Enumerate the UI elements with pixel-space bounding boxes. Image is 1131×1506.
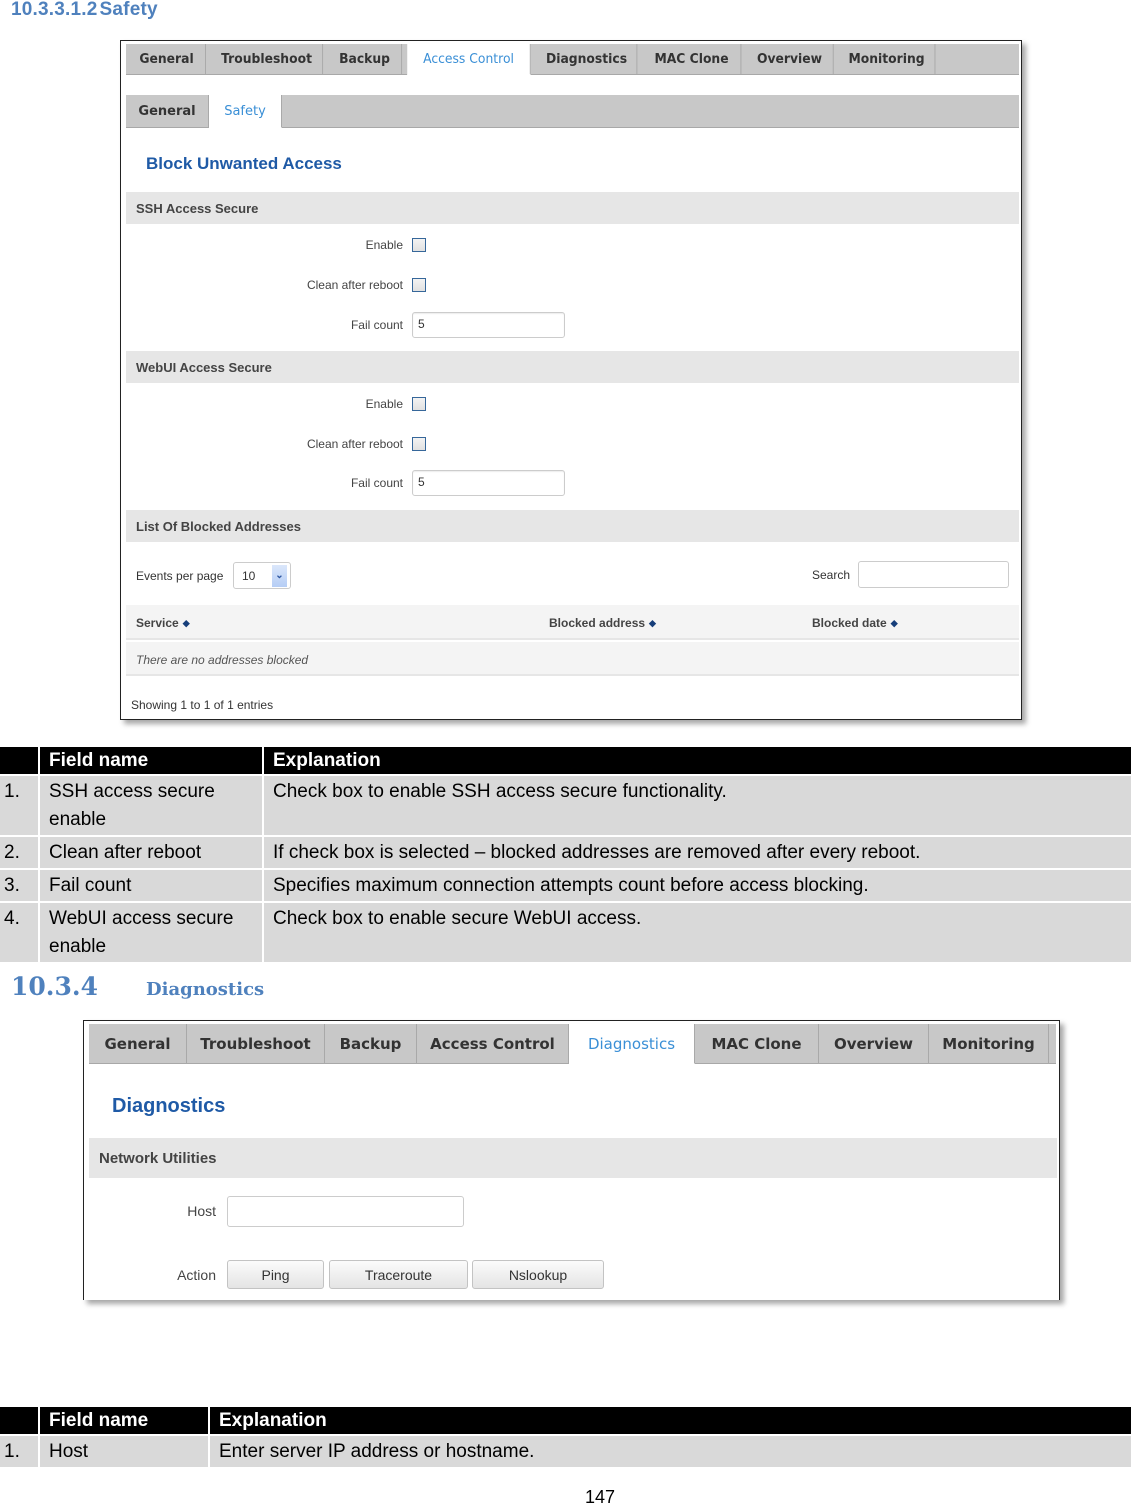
row-field: SSH access secure enable [40, 776, 262, 835]
section-title: Safety [99, 0, 158, 20]
header-explanation: Explanation [264, 747, 1131, 774]
ssh-clean-row [126, 272, 1016, 298]
blocked-table-header [126, 605, 1019, 640]
blocked-section-header: List Of Blocked Addresses [126, 510, 1019, 542]
row-number: 1. [0, 1436, 38, 1467]
section-heading-diagnostics [11, 972, 265, 1001]
empty-table-message: There are no addresses blocked [126, 642, 1019, 676]
ssh-enable-label: Enable [365, 238, 403, 252]
tab-access-control[interactable]: Access Control [407, 44, 531, 75]
tab-general[interactable]: General [89, 1024, 187, 1064]
webui-fail-row [126, 470, 1016, 496]
search-label: Search [812, 568, 851, 582]
table-row [0, 903, 1131, 962]
column-blocked-date[interactable]: Blocked date ◆ [812, 616, 898, 630]
tab-general[interactable]: General [128, 44, 206, 75]
header-number [0, 1407, 38, 1434]
host-label: Host [187, 1203, 216, 1219]
ssh-fail-row [126, 312, 1016, 338]
row-explanation: If check box is selected – blocked addresses are removed after every reboot. [264, 837, 1131, 868]
row-explanation: Specifies maximum connection attempts count before access blocking. [264, 870, 1131, 901]
diagnostics-field-table [0, 1405, 1131, 1469]
ssh-fail-label: Fail count [350, 318, 403, 332]
section-number: 10.3.4 [11, 972, 98, 1001]
table-row [0, 837, 1131, 868]
sub-tab-bar [126, 95, 1019, 128]
tab-mac-clone[interactable]: MAC Clone [643, 44, 742, 75]
host-input[interactable] [227, 1196, 464, 1227]
row-number: 3. [0, 870, 38, 901]
webui-enable-checkbox[interactable] [412, 397, 426, 411]
tab-mac-clone[interactable]: MAC Clone [695, 1024, 819, 1064]
header-field-name: Field name [40, 747, 262, 774]
network-utilities-header: Network Utilities [89, 1138, 1057, 1178]
main-tab-bar [89, 1024, 1056, 1064]
tab-monitoring[interactable]: Monitoring [839, 44, 936, 75]
ssh-clean-label: Clean after reboot [306, 278, 403, 292]
safety-field-table [0, 745, 1131, 964]
header-number [0, 747, 38, 774]
row-number: 4. [0, 903, 38, 962]
table-row [0, 1436, 1131, 1467]
subtab-general[interactable]: General [126, 95, 209, 128]
action-label: Action [177, 1267, 216, 1283]
subtab-safety[interactable]: Safety [209, 95, 282, 128]
nslookup-button[interactable]: Nslookup [472, 1260, 604, 1289]
diagnostics-screenshot [83, 1020, 1060, 1300]
webui-clean-label: Clean after reboot [306, 437, 403, 451]
column-service[interactable]: Service ◆ [136, 616, 190, 630]
table-header-row [0, 747, 1131, 774]
tab-troubleshoot[interactable]: Troubleshoot [211, 44, 323, 75]
webui-clean-row [126, 431, 1016, 457]
ssh-enable-row [126, 232, 1016, 258]
column-blocked-address[interactable]: Blocked address ◆ [549, 616, 656, 630]
webui-enable-row [126, 391, 1016, 417]
table-row [0, 776, 1131, 835]
ssh-section-header: SSH Access Secure [126, 192, 1019, 224]
search-input[interactable] [858, 561, 1009, 588]
webui-enable-label: Enable [365, 397, 403, 411]
sort-icon: ◆ [890, 618, 898, 628]
page-title: Block Unwanted Access [146, 154, 342, 173]
events-per-page-label: Events per page [136, 569, 224, 583]
tab-backup[interactable]: Backup [328, 44, 402, 75]
sort-icon: ◆ [182, 618, 190, 628]
table-header-row [0, 1407, 1131, 1434]
webui-section-header: WebUI Access Secure [126, 351, 1019, 383]
section-number: 10.3.3.1.2 [11, 0, 98, 20]
tab-backup[interactable]: Backup [325, 1024, 417, 1064]
row-number: 1. [0, 776, 38, 835]
section-title: Diagnostics [146, 979, 265, 1000]
row-explanation: Enter server IP address or hostname. [210, 1436, 1131, 1467]
main-tab-bar [126, 44, 1019, 75]
tab-access-control[interactable]: Access Control [417, 1024, 569, 1064]
webui-clean-checkbox[interactable] [412, 437, 426, 451]
webui-fail-label: Fail count [350, 476, 403, 490]
row-field: Host [40, 1436, 208, 1467]
tab-diagnostics[interactable]: Diagnostics [537, 44, 638, 75]
header-explanation: Explanation [210, 1407, 1131, 1434]
sort-icon: ◆ [649, 618, 656, 628]
row-number: 2. [0, 837, 38, 868]
tab-overview[interactable]: Overview [746, 44, 833, 75]
table-row [0, 870, 1131, 901]
ssh-clean-checkbox[interactable] [412, 278, 426, 292]
safety-screenshot [120, 40, 1022, 720]
chevron-down-icon: ⌄ [272, 565, 287, 587]
row-field: WebUI access secure enable [40, 903, 262, 962]
ssh-fail-count-input[interactable]: 5 [412, 312, 565, 338]
tab-diagnostics[interactable]: Diagnostics [569, 1024, 695, 1064]
page-title: Diagnostics [112, 1095, 226, 1117]
tab-overview[interactable]: Overview [819, 1024, 929, 1064]
ping-button[interactable]: Ping [227, 1260, 324, 1289]
row-explanation: Check box to enable secure WebUI access. [264, 903, 1131, 962]
section-heading-safety [11, 0, 158, 21]
entries-info: Showing 1 to 1 of 1 entries [131, 698, 274, 712]
page-number: 147 [584, 1487, 616, 1506]
row-explanation: Check box to enable SSH access secure functionality. [264, 776, 1131, 835]
traceroute-button[interactable]: Traceroute [329, 1260, 468, 1289]
webui-fail-count-input[interactable]: 5 [412, 470, 565, 496]
events-per-page-value: 10 [242, 568, 256, 583]
row-field: Fail count [40, 870, 262, 901]
tab-monitoring[interactable]: Monitoring [929, 1024, 1049, 1064]
events-per-page-select[interactable] [233, 562, 291, 589]
ssh-enable-checkbox[interactable] [412, 238, 426, 252]
row-field: Clean after reboot [40, 837, 262, 868]
tab-troubleshoot[interactable]: Troubleshoot [187, 1024, 325, 1064]
header-field-name: Field name [40, 1407, 208, 1434]
